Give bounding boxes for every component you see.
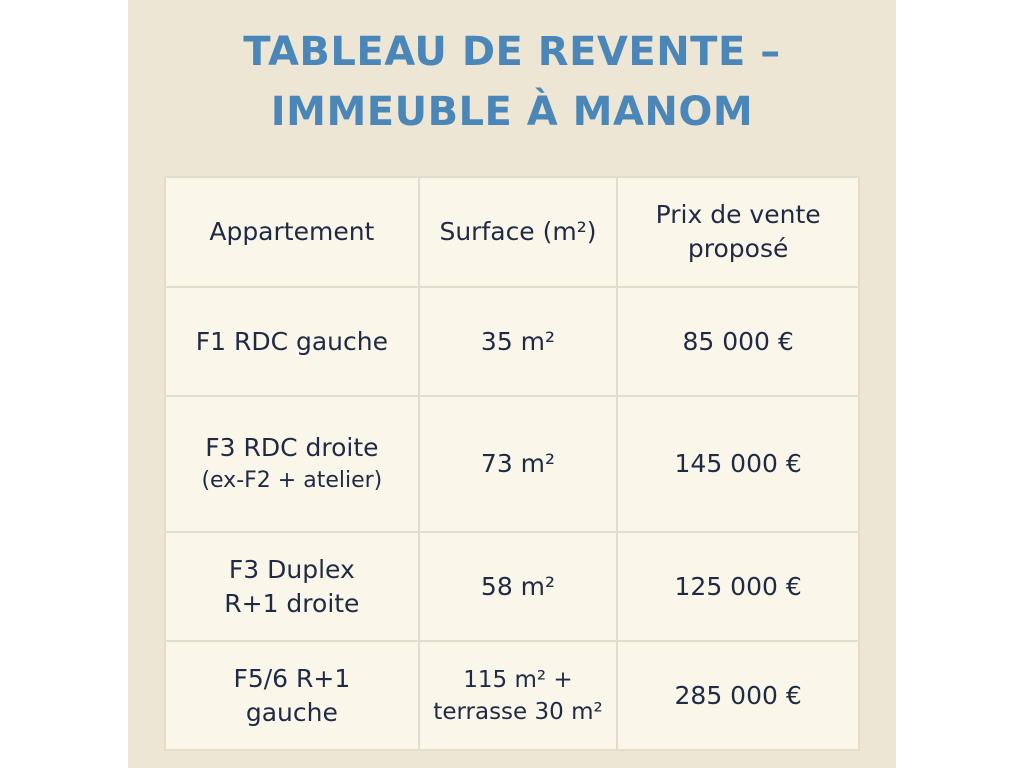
header-prix: Prix de vente proposé (617, 177, 859, 287)
cell-prix: 125 000 € (617, 532, 859, 641)
cell-surface: 35 m² (419, 287, 618, 396)
cell-surface: 58 m² (419, 532, 618, 641)
cell-appartement (165, 641, 419, 750)
title-line-2: IMMEUBLE À MANOM (270, 89, 754, 135)
page-title (128, 22, 896, 142)
cell-surface: 73 m² (419, 396, 618, 532)
appartement-note: (ex-F2 + atelier) (201, 468, 383, 493)
cell-surface: 115 m² + terrasse 30 m² (419, 641, 618, 750)
appartement-name: F1 RDC gauche (195, 326, 388, 356)
header-surface: Surface (m²) (419, 177, 618, 287)
table-row (165, 287, 859, 396)
cell-prix: 145 000 € (617, 396, 859, 532)
table-row (165, 532, 859, 641)
appartement-name: F3 RDC droite (205, 433, 379, 462)
appartement-name: F5/6 R+1 gauche (233, 663, 351, 727)
table-header-row (165, 177, 859, 287)
header-appartement: Appartement (165, 177, 419, 287)
page-card (128, 0, 896, 768)
cell-prix: 285 000 € (617, 641, 859, 750)
resale-table (164, 176, 860, 751)
cell-appartement (165, 396, 419, 532)
appartement-name: F3 Duplex R+1 droite (224, 554, 360, 618)
table-row (165, 641, 859, 750)
table-row (165, 396, 859, 532)
title-line-1: TABLEAU DE REVENTE – (243, 29, 781, 75)
cell-prix: 85 000 € (617, 287, 859, 396)
cell-appartement (165, 532, 419, 641)
cell-appartement (165, 287, 419, 396)
